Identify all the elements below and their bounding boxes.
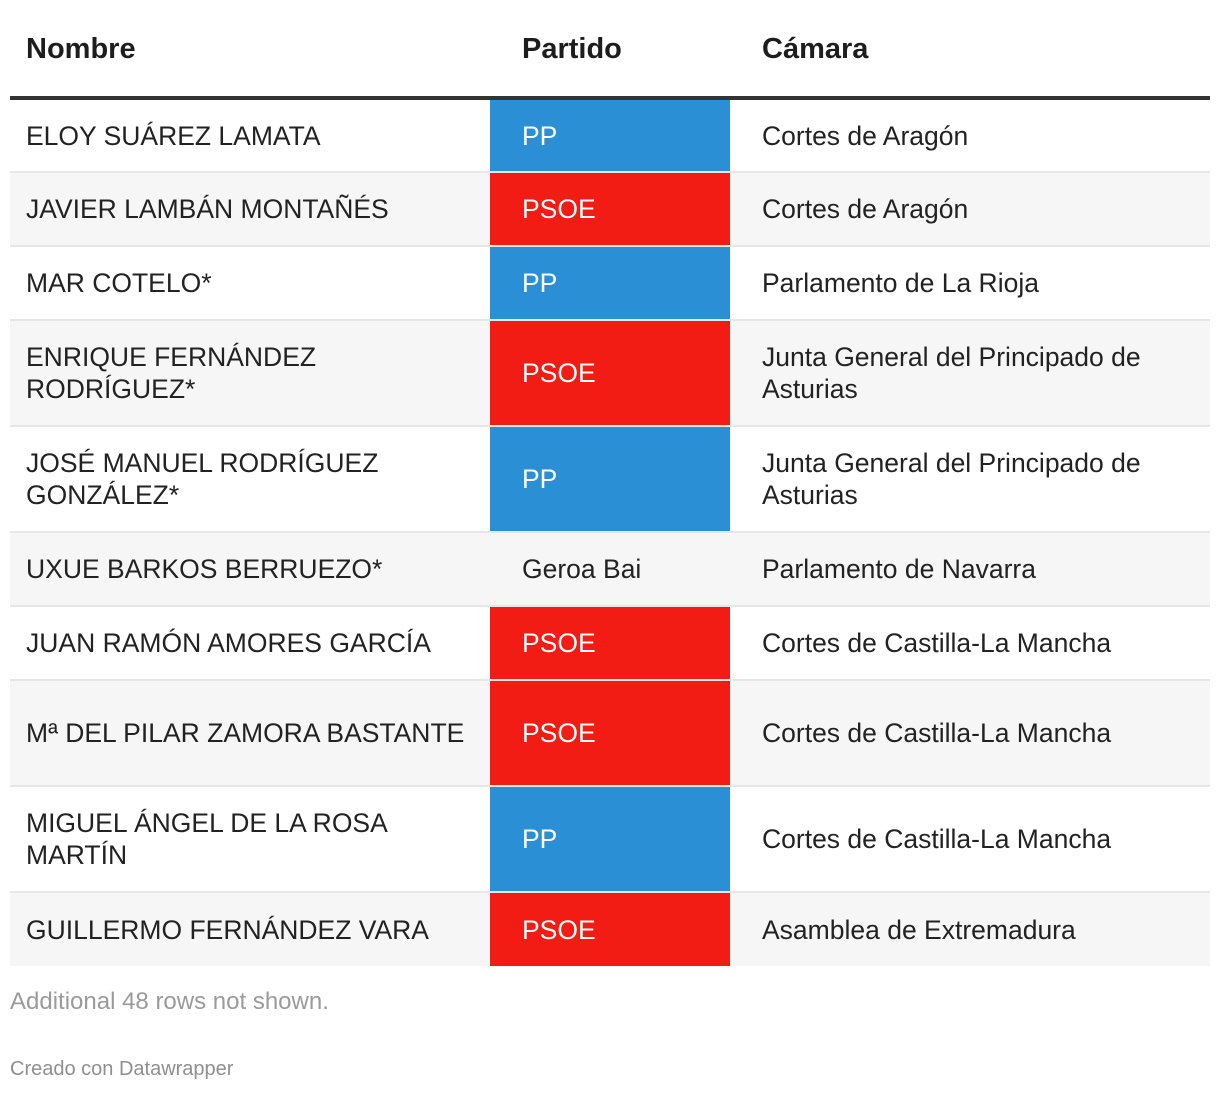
cell-partido: PSOE [490,606,730,680]
table-row [10,892,1210,966]
cell-camara: Cortes de Aragón [730,98,1210,172]
cell-partido: PSOE [490,320,730,426]
column-header-partido[interactable]: Partido [490,0,730,98]
cell-camara: Cortes de Castilla-La Mancha [730,606,1210,680]
cell-camara: Parlamento de Navarra [730,532,1210,606]
table-row [10,680,1210,786]
rows-not-shown-note: Additional 48 rows not shown. [10,988,329,1015]
datawrapper-credit[interactable]: Creado con Datawrapper [10,1058,234,1080]
cell-camara: Junta General del Principado de Asturias [730,426,1210,532]
cell-camara: Junta General del Principado de Asturias [730,320,1210,426]
table-row [10,98,1210,172]
cell-nombre: GUILLERMO FERNÁNDEZ VARA [10,892,490,966]
cell-partido: PSOE [490,680,730,786]
table-row [10,532,1210,606]
table-header-row [10,0,1210,98]
cell-nombre: MIGUEL ÁNGEL DE LA ROSA MARTÍN [10,786,490,892]
cell-partido: PP [490,786,730,892]
cell-nombre: JOSÉ MANUEL RODRÍGUEZ GONZÁLEZ* [10,426,490,532]
cell-camara: Asamblea de Extremadura [730,892,1210,966]
cell-nombre: JAVIER LAMBÁN MONTAÑÉS [10,172,490,246]
cell-camara: Cortes de Castilla-La Mancha [730,786,1210,892]
cell-partido: PP [490,426,730,532]
cell-partido: PSOE [490,892,730,966]
cell-camara: Parlamento de La Rioja [730,246,1210,320]
cell-nombre: JUAN RAMÓN AMORES GARCÍA [10,606,490,680]
table-row [10,606,1210,680]
table-row [10,172,1210,246]
column-header-camara[interactable]: Cámara [730,0,1210,98]
table-row [10,246,1210,320]
cell-partido: Geroa Bai [490,532,730,606]
cell-nombre: Mª DEL PILAR ZAMORA BASTANTE [10,680,490,786]
table-row [10,320,1210,426]
table-row [10,426,1210,532]
cell-nombre: UXUE BARKOS BERRUEZO* [10,532,490,606]
cell-nombre: MAR COTELO* [10,246,490,320]
cell-partido: PP [490,246,730,320]
table-body [10,98,1210,966]
table-container [10,0,1210,966]
cell-nombre: ELOY SUÁREZ LAMATA [10,98,490,172]
column-header-nombre[interactable]: Nombre [10,0,490,98]
cell-camara: Cortes de Castilla-La Mancha [730,680,1210,786]
data-table [10,0,1210,966]
table-row [10,786,1210,892]
cell-partido: PP [490,98,730,172]
cell-nombre: ENRIQUE FERNÁNDEZ RODRÍGUEZ* [10,320,490,426]
cell-partido: PSOE [490,172,730,246]
cell-camara: Cortes de Aragón [730,172,1210,246]
